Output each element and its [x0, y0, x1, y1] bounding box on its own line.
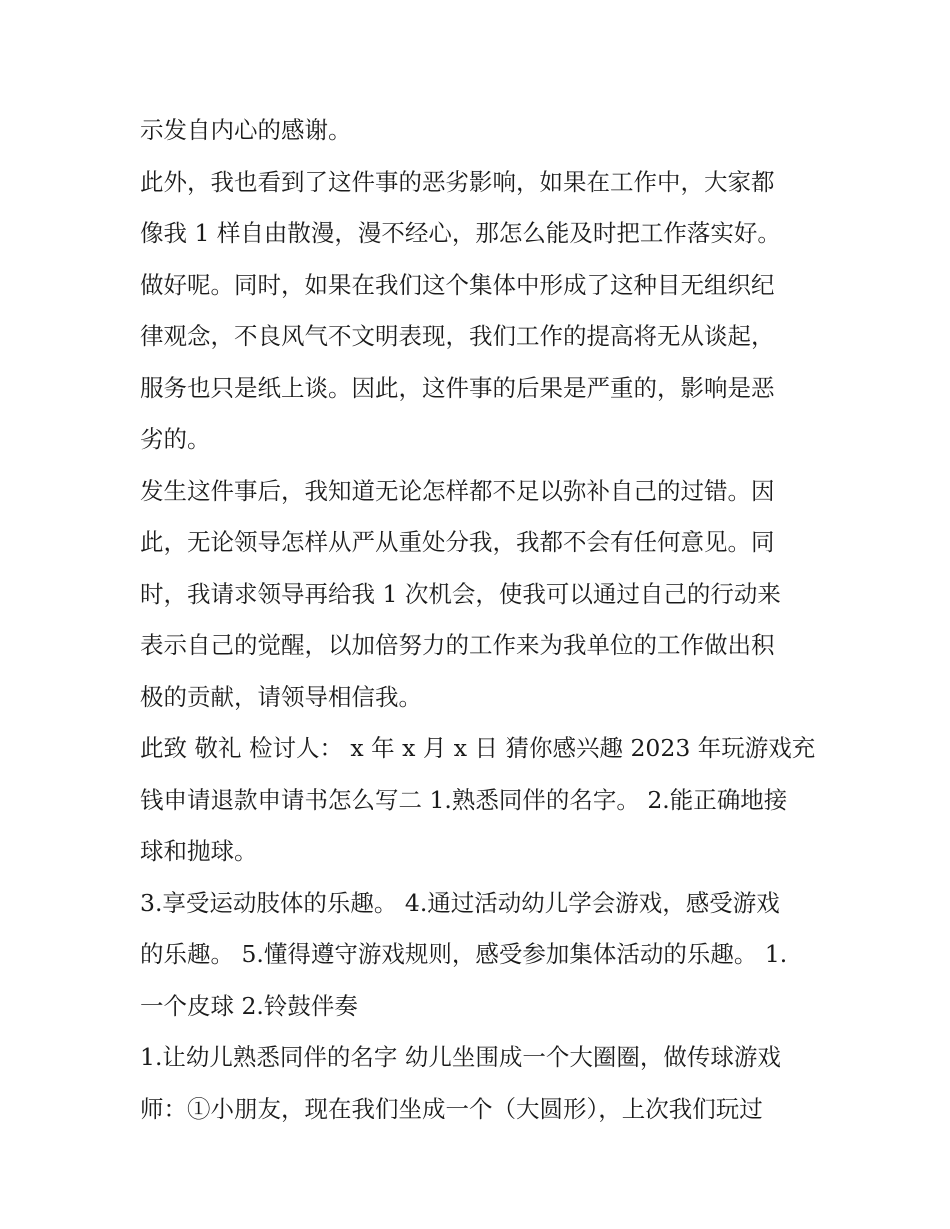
text-line: 球和抛球。	[140, 837, 258, 865]
text-line: 此外，我也看到了这件事的恶劣影响，如果在工作中，大家都	[140, 167, 775, 196]
text-line: 1.让幼儿熟悉同伴的名字 幼儿坐围成一个大圈圈，做传球游戏	[140, 1043, 781, 1071]
text-line: 3.享受运动肢体的乐趣。 4.通过活动幼儿学会游戏，感受游戏	[140, 888, 780, 917]
text-line: 服务也只是纸上谈。因此，这件事的后果是严重的，影响是恶	[140, 373, 775, 402]
text-line: 师：①小朋友，现在我们坐成一个（大圆形），上次我们玩过	[140, 1094, 763, 1123]
text-line: 示发自内心的感谢。	[140, 116, 352, 144]
text-line: 劣的。	[140, 425, 211, 453]
text-line: 此致 敬礼 检讨人： x 年 x 月 x 日 猜你感兴趣 2023 年玩游戏充	[140, 734, 816, 762]
text-line: 像我 1 样自由散漫，漫不经心，那怎么能及时把工作落实好。	[140, 219, 781, 247]
text-line: 极的贡献，请领导相信我。	[140, 682, 422, 711]
text-line: 发生这件事后，我知道无论怎样都不足以弥补自己的过错。因	[140, 476, 775, 505]
text-line: 表示自己的觉醒，以加倍努力的工作来为我单位的工作做出积	[140, 631, 775, 659]
text-line: 律观念，不良风气不文明表现，我们工作的提高将无从谈起，	[140, 322, 775, 350]
text-line: 时，我请求领导再给我 1 次机会，使我可以通过自己的行动来	[140, 579, 781, 608]
document-body	[140, 105, 820, 1135]
text-line: 钱申请退款申请书怎么写二 1.熟悉同伴的名字。 2.能正确地接	[140, 785, 788, 814]
text-line: 的乐趣。 5.懂得遵守游戏规则，感受参加集体活动的乐趣。 1.	[140, 940, 788, 968]
text-line: 此，无论领导怎样从严从重处分我，我都不会有任何意见。同	[140, 528, 775, 556]
text-line: 做好呢。同时，如果在我们这个集体中形成了这种目无组织纪	[140, 270, 775, 299]
text-line: 一个皮球 2.铃鼓伴奏	[140, 991, 358, 1020]
